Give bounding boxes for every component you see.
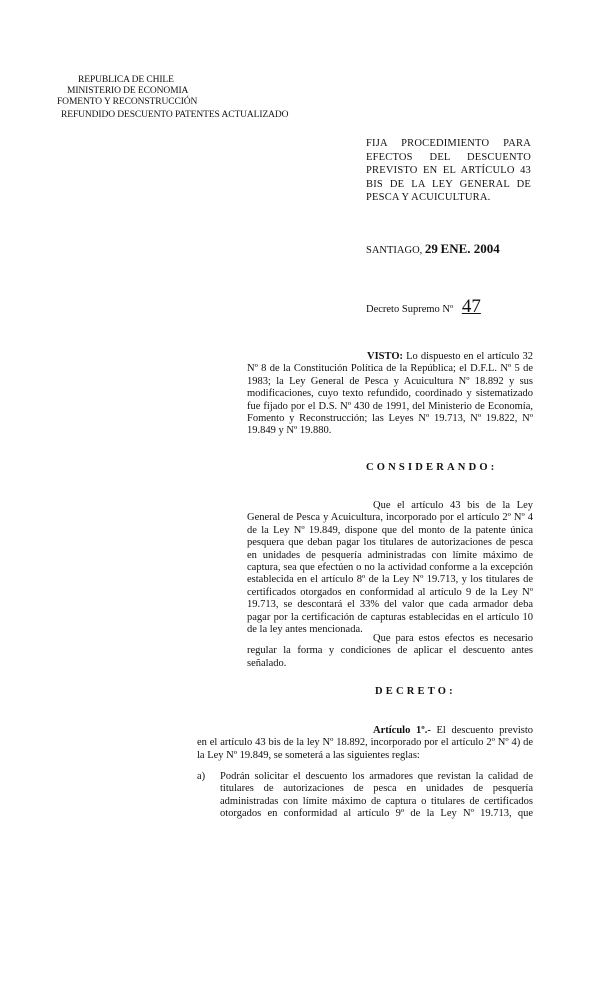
header-division	[57, 97, 197, 108]
visto-label: VISTO:	[367, 351, 403, 362]
header-republic: REPUBLICA DE CHILE	[78, 75, 174, 85]
decree-label: Decreto Supremo Nº	[366, 304, 454, 315]
date-place: SANTIAGO,	[366, 245, 423, 256]
considerando-paragraph-2: Que para estos efectos es necesario regular la forma y condiciones de aplicar el descuento antes señalado.	[247, 633, 533, 669]
article-1-paragraph	[197, 725, 533, 762]
considerando-heading: CONSIDERANDO:	[366, 462, 498, 473]
header-ministry: MINISTERIO DE ECONOMIA	[67, 86, 189, 96]
header-division-text: FOMENTO Y RECONSTRUCCIÓN	[57, 97, 198, 107]
considerando-paragraph-1: Que el artículo 43 bis de la Ley General de Pesca y Acuicultura, incorporado por el artículo 2º Nº 4 de la Ley Nº 19.849, dispone que del monto de la patente única pesquera que deban pagar los titulares de autorizaciones de pesca en unidades de pesquería administradas con límite máximo de captura, sea que efectúen o no la actividad conforme a la excepción establecida en el artículo 8º de la Ley Nº 19.713, y los titulares de certificados otorgados en conformidad al artículo 9 de la Ley Nº 19.713, se descontará el 33% del valor que cada armador deba pagar por la certificación de capturas establecidas en el artículo 10 de la ley antes mencionada.	[247, 500, 533, 636]
decree-number-value: 47	[461, 296, 481, 317]
article-1-label: Artículo 1º.-	[373, 725, 431, 736]
date-month-year: ENE. 2004	[440, 241, 500, 256]
decreto-heading: DECRETO:	[375, 686, 456, 697]
header-subtitle: REFUNDIDO DESCUENTO PATENTES ACTUALIZADO	[61, 110, 289, 120]
date-day: 29	[424, 241, 438, 256]
item-a-text: Podrán solicitar el descuento los armadores que revistan la calidad de titulares de autorizaciones de pesca en unidades de pesquería administradas con límite máximo de captura o titulares de certificados otorgados en conformidad al artículo 9º de la Ley Nº 19.713, que	[220, 771, 533, 820]
article-1-text: El descuento previsto en el artículo 43 bis de la ley Nº 18.892, incorporado por el artículo 2º Nº 4) de la Ley Nº 19.849, se someterá a las siguientes reglas:	[197, 725, 533, 761]
document-title: FIJA PROCEDIMIENTO PARA EFECTOS DEL DESCUENTO PREVISTO EN EL ARTÍCULO 43 BIS DE LA LEY GENERAL DE PESCA Y ACUICULTURA.	[366, 138, 531, 203]
decree-number	[366, 296, 481, 318]
visto-paragraph	[247, 351, 533, 438]
visto-text: Lo dispuesto en el artículo 32 Nº 8 de la Constitución Política de la República; el D.F.L. Nº 5 de 1983; la Ley General de Pesca y Acuicultura Nº 18.892 y sus modificaciones, cuyo texto refundido, coordinado y sistematizado fue fijado por el D.S. Nº 430 de 1991, del Ministerio de Economía, Fomento y Reconstrucción; las Leyes Nº 19.713, Nº 19.822, Nº 19.849 y Nº 19.880.	[247, 351, 534, 437]
item-a-marker: a)	[197, 771, 206, 782]
document-date	[366, 241, 500, 257]
